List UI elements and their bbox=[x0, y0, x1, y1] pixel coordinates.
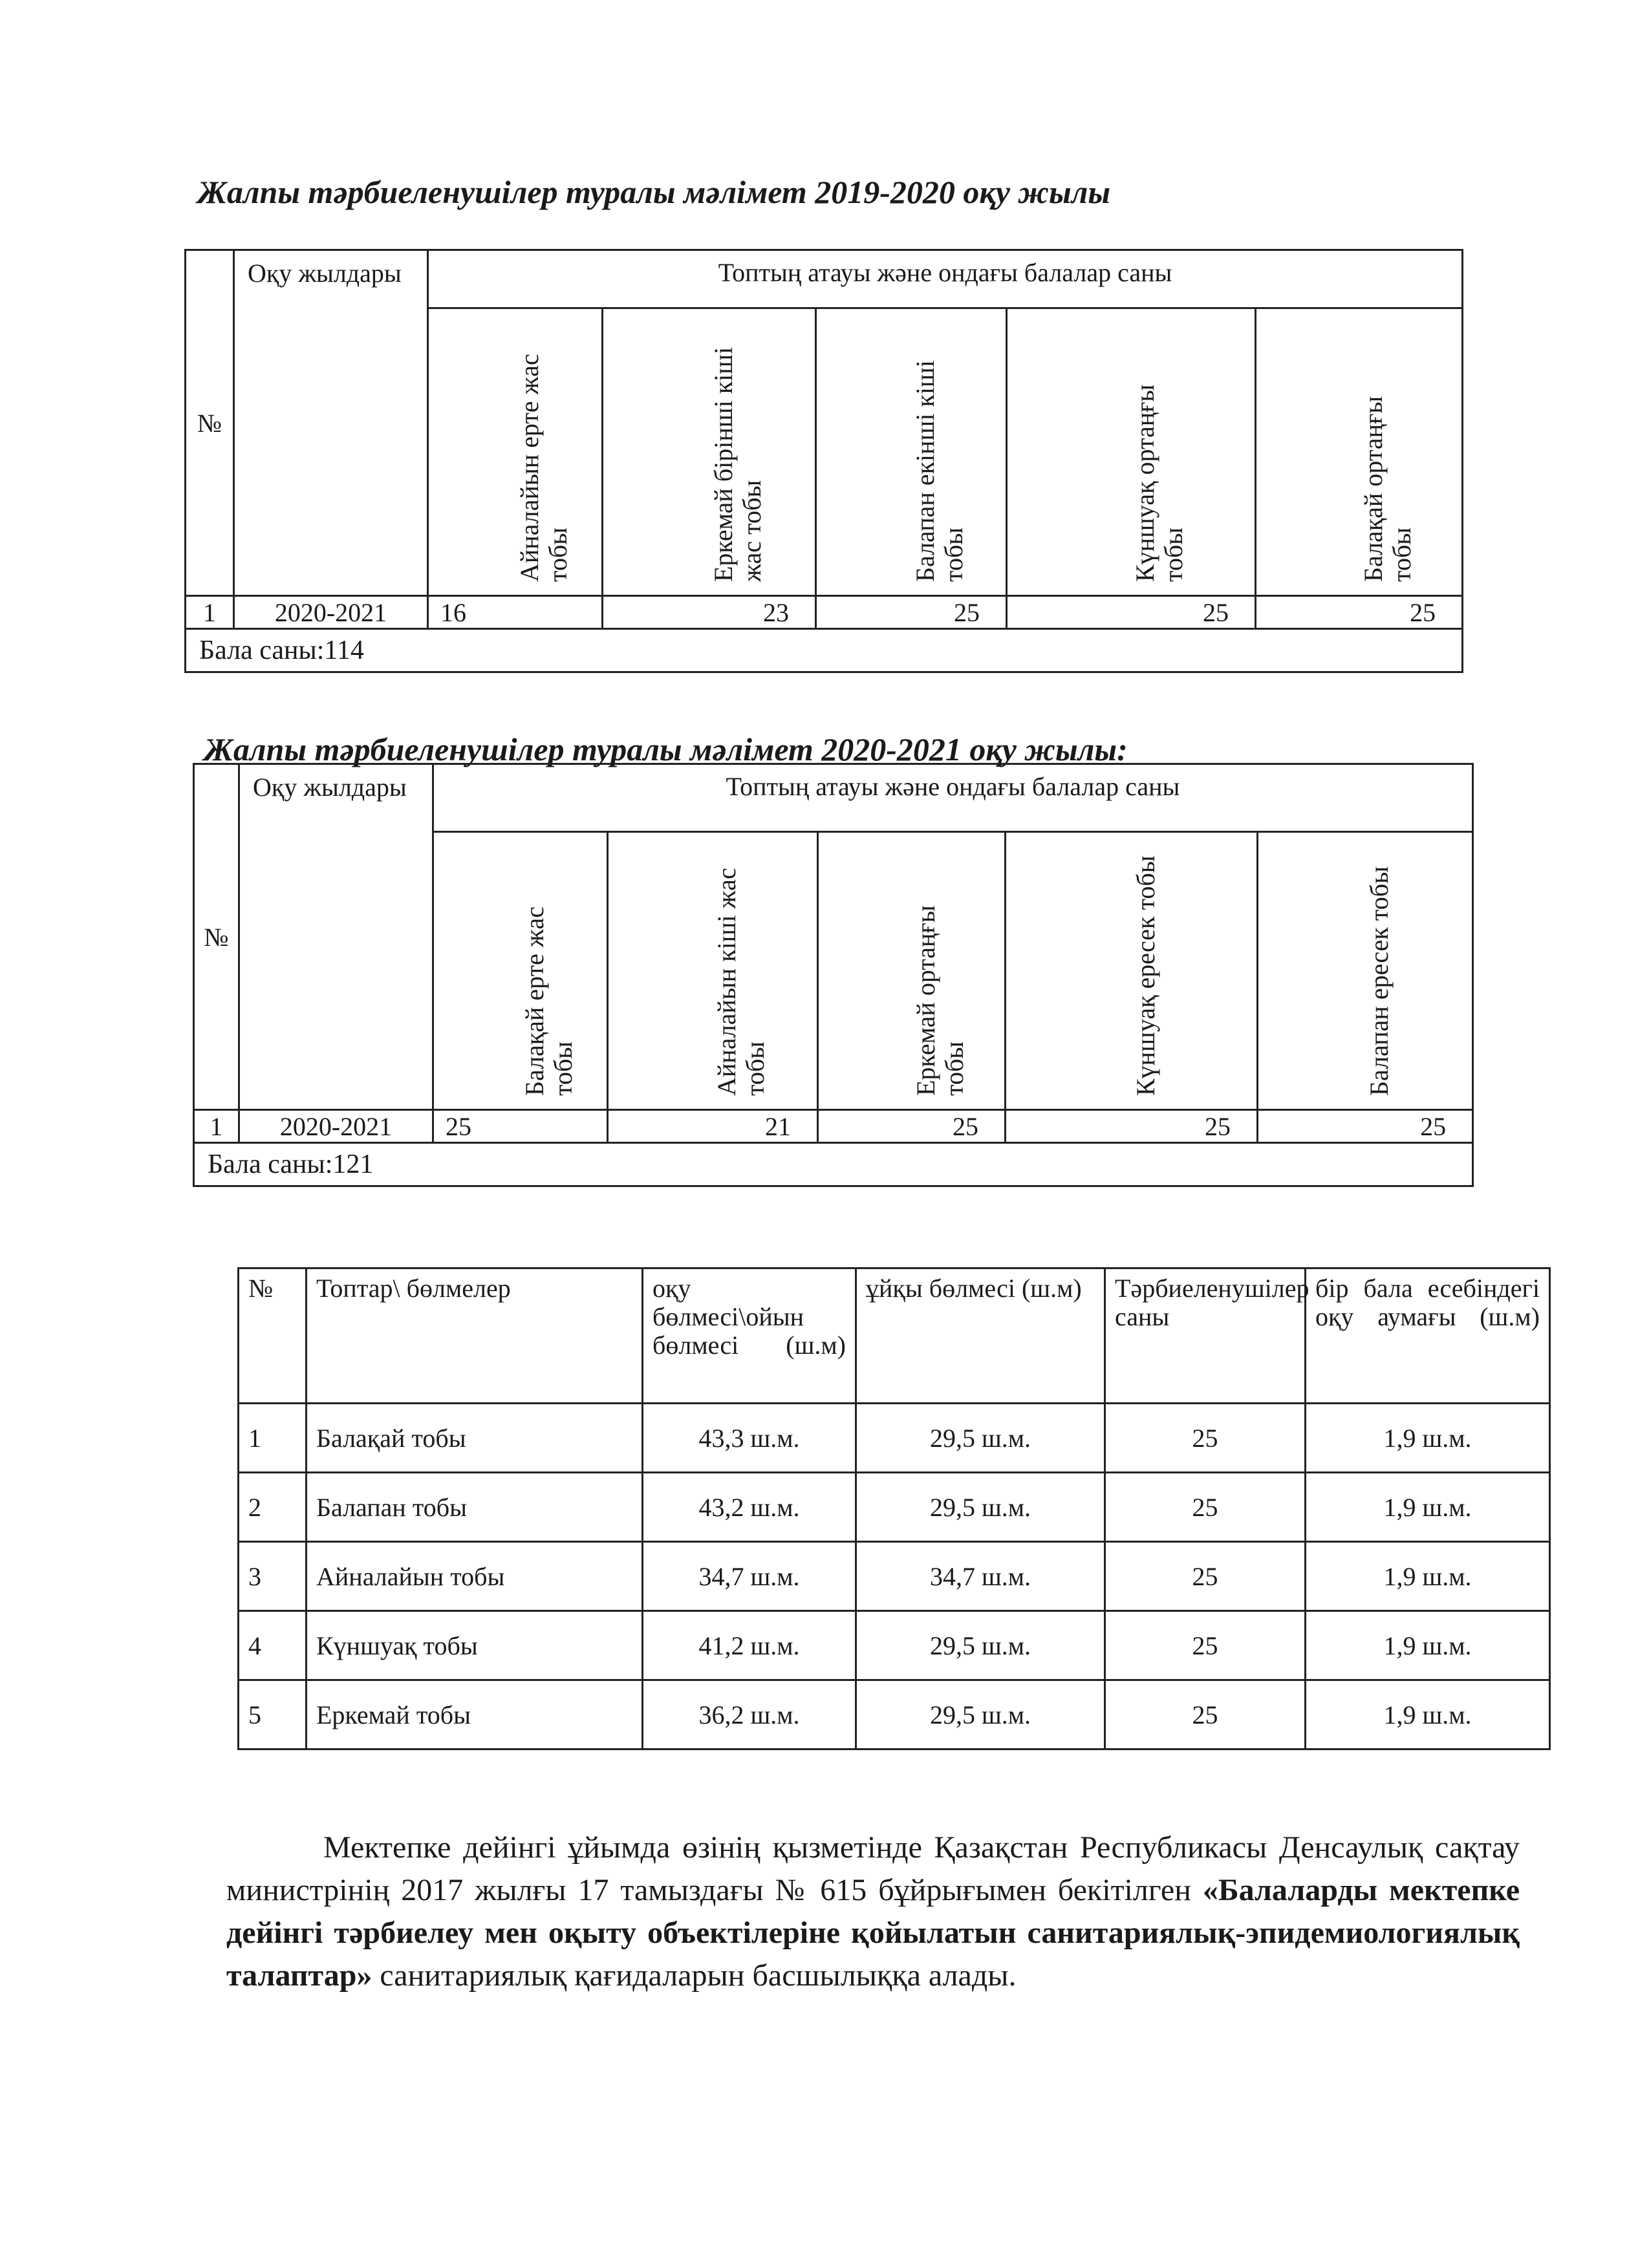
table1 bbox=[184, 249, 1463, 673]
row-group: Күншуақ тобы bbox=[307, 1611, 643, 1680]
row-group: Айналайын тобы bbox=[307, 1542, 643, 1611]
table2-value: 25 bbox=[433, 1110, 608, 1143]
table2-total: Бала саны:121 bbox=[194, 1143, 1473, 1186]
table2-value: 25 bbox=[1258, 1110, 1473, 1143]
table2-group-header: Балақай ерте жас тобы bbox=[433, 832, 608, 1110]
row-study-room: 43,3 ш.м. bbox=[643, 1404, 856, 1473]
rooms-header-pupils: Тәрбиеленушілер саны bbox=[1105, 1268, 1306, 1404]
row-group: Балапан тобы bbox=[307, 1473, 643, 1542]
table2-col-years: Оқу жылдары bbox=[239, 764, 433, 1110]
row-sleep-room: 29,5 ш.м. bbox=[856, 1680, 1105, 1749]
table1-row-num: 1 bbox=[186, 596, 234, 629]
table1-value: 25 bbox=[816, 596, 1007, 629]
table1-col-groups: Топтың атауы және ондағы балалар саны bbox=[428, 250, 1463, 308]
table-row bbox=[239, 1680, 1550, 1749]
table1-col-years: Оқу жылдары bbox=[234, 250, 428, 596]
table-row bbox=[239, 1611, 1550, 1680]
table1-group-header: Күншуақ ортаңғы тобы bbox=[1007, 308, 1256, 596]
row-sleep-room: 34,7 ш.м. bbox=[856, 1542, 1105, 1611]
table1-value: 25 bbox=[1007, 596, 1256, 629]
table1-row-years: 2020-2021 bbox=[234, 596, 428, 629]
rooms-header-groups: Топтар\ бөлмелер bbox=[307, 1268, 643, 1404]
paragraph-bold-title: «Балаларды мектепке дейінгі тәрбиелеу мен оқыту объектілеріне қойылатын санитариялық-эпидемиологиялық талаптар» bbox=[226, 1873, 1520, 1993]
rooms-table bbox=[237, 1267, 1551, 1750]
table2-row-num: 1 bbox=[194, 1110, 239, 1143]
table2-group-header: Күншуақ ересек тобы bbox=[1006, 832, 1258, 1110]
table2-title: Жалпы тәрбиеленушілер туралы мәлімет 2020-2021 оқу жылы: bbox=[204, 731, 1128, 767]
table2-value: 21 bbox=[608, 1110, 818, 1143]
rooms-header-study-room: оқу бөлмесі\ойын бөлмесі (ш.м) bbox=[643, 1268, 856, 1404]
row-pupils: 25 bbox=[1105, 1473, 1306, 1542]
row-study-room: 36,2 ш.м. bbox=[643, 1680, 856, 1749]
row-sleep-room: 29,5 ш.м. bbox=[856, 1404, 1105, 1473]
table1-group-header: Балапан екінші кіші тобы bbox=[816, 308, 1007, 596]
table2-group-header: Еркемай ортаңғы тобы bbox=[818, 832, 1006, 1110]
row-num: 2 bbox=[239, 1473, 307, 1542]
table-row bbox=[239, 1542, 1550, 1611]
rooms-header-area-per-child: бір бала есебіндегі оқу аумағы (ш.м) bbox=[1306, 1268, 1550, 1404]
row-group: Балақай тобы bbox=[307, 1404, 643, 1473]
row-area: 1,9 ш.м. bbox=[1306, 1542, 1550, 1611]
table2-row-years: 2020-2021 bbox=[239, 1110, 433, 1143]
table-row bbox=[239, 1473, 1550, 1542]
paragraph-text-end: санитариялық қағидаларын басшылыққа алады. bbox=[372, 1958, 1017, 1993]
table1-value: 25 bbox=[1256, 596, 1463, 629]
row-study-room: 34,7 ш.м. bbox=[643, 1542, 856, 1611]
rooms-header-sleep-room: ұйқы бөлмесі (ш.м) bbox=[856, 1268, 1105, 1404]
row-num: 3 bbox=[239, 1542, 307, 1611]
row-pupils: 25 bbox=[1105, 1611, 1306, 1680]
row-num: 4 bbox=[239, 1611, 307, 1680]
row-sleep-room: 29,5 ш.м. bbox=[856, 1611, 1105, 1680]
row-num: 1 bbox=[239, 1404, 307, 1473]
table1-total: Бала саны:114 bbox=[186, 629, 1463, 672]
table2 bbox=[193, 763, 1474, 1187]
row-study-room: 43,2 ш.м. bbox=[643, 1473, 856, 1542]
table2-value: 25 bbox=[1006, 1110, 1258, 1143]
table1-title: Жалпы тәрбиеленушілер туралы мәлімет 2019-2020 оқу жылы bbox=[197, 174, 1111, 210]
table2-group-header: Балапан ересек тобы bbox=[1258, 832, 1473, 1110]
row-area: 1,9 ш.м. bbox=[1306, 1611, 1550, 1680]
table1-value: 16 bbox=[428, 596, 603, 629]
table1-value: 23 bbox=[603, 596, 816, 629]
body-paragraph bbox=[226, 1826, 1520, 1997]
table2-col-num: № bbox=[194, 764, 239, 1110]
row-pupils: 25 bbox=[1105, 1680, 1306, 1749]
table1-group-header: Еркемай бірінші кіші жас тобы bbox=[603, 308, 816, 596]
row-pupils: 25 bbox=[1105, 1542, 1306, 1611]
row-study-room: 41,2 ш.м. bbox=[643, 1611, 856, 1680]
rooms-header-num: № bbox=[239, 1268, 307, 1404]
table2-col-groups: Топтың атауы және ондағы балалар саны bbox=[433, 764, 1473, 832]
row-area: 1,9 ш.м. bbox=[1306, 1404, 1550, 1473]
row-area: 1,9 ш.м. bbox=[1306, 1473, 1550, 1542]
table1-group-header: Балақай ортаңғы тобы bbox=[1256, 308, 1463, 596]
table1-col-num: № bbox=[186, 250, 234, 596]
paragraph-text: Мектепке дейінгі ұйымда өзінің қызметінде Қазақстан Республикасы Денсаулық сақтау министрінің 2017 жылғы 17 тамыздағы № 615 бұйрығымен бекітілген bbox=[226, 1830, 1520, 1907]
row-pupils: 25 bbox=[1105, 1404, 1306, 1473]
row-num: 5 bbox=[239, 1680, 307, 1749]
table2-value: 25 bbox=[818, 1110, 1006, 1143]
row-group: Еркемай тобы bbox=[307, 1680, 643, 1749]
table1-group-header: Айналайын ерте жас тобы bbox=[428, 308, 603, 596]
table2-group-header: Айналайын кіші жас тобы bbox=[608, 832, 818, 1110]
row-sleep-room: 29,5 ш.м. bbox=[856, 1473, 1105, 1542]
table-row bbox=[239, 1404, 1550, 1473]
row-area: 1,9 ш.м. bbox=[1306, 1680, 1550, 1749]
